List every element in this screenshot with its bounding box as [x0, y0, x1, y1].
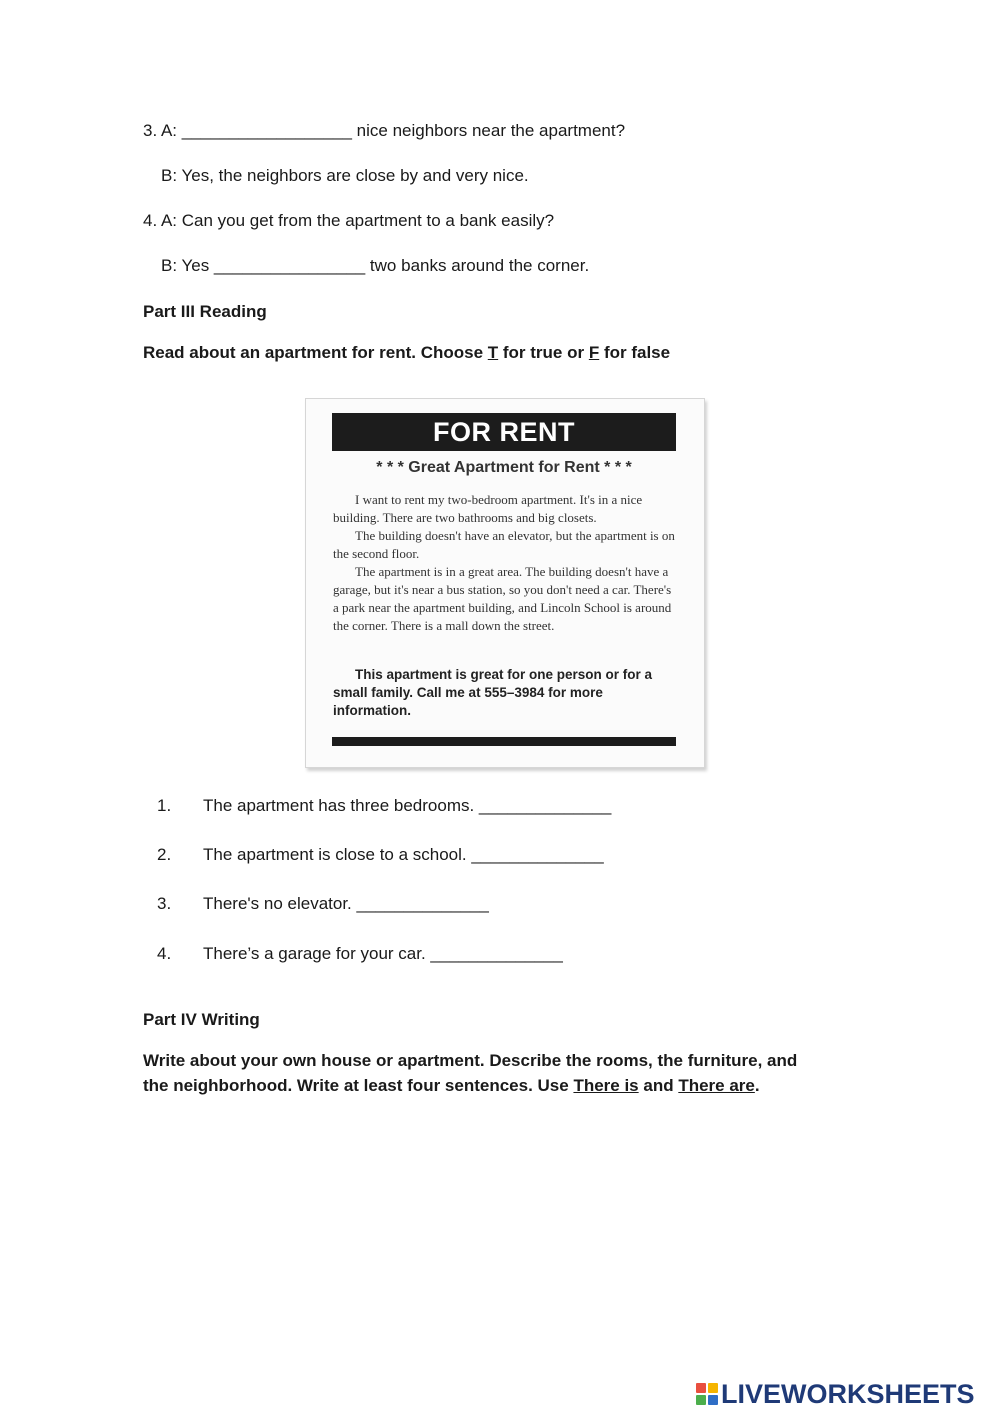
ad-bottom-rule [332, 737, 676, 746]
there-is: There is [573, 1076, 639, 1095]
instruction-f: F [588, 343, 600, 362]
ad-para-3: The apartment is in a great area. The building doesn't have a garage, but it's near a bus station, so you don't need a car. There's a park near the apartment building, and Lincoln School is around the corner. There is a mall down the street. [333, 564, 672, 633]
dialogue-q3-b: B: Yes, the neighbors are close by and very nice. [161, 166, 529, 185]
ad-banner: FOR RENT [332, 413, 676, 451]
question-2 [157, 844, 604, 866]
question-text: The apartment is close to a school. ______________ [203, 845, 604, 864]
part4-instruction-line2 [143, 1075, 760, 1097]
instruction-mid: for true or [498, 343, 589, 362]
ad-headline: * * * Great Apartment for Rent * * * [376, 459, 632, 476]
logo-square-1 [696, 1383, 706, 1393]
question-number: 4. [157, 944, 172, 963]
question-3 [157, 893, 489, 915]
ad-para-1: I want to rent my two-bedroom apartment. It's in a nice building. There are two bathrooms and big closets. [333, 492, 643, 525]
liveworksheets-logo [696, 1378, 975, 1410]
question-number: 2. [157, 845, 172, 864]
question-text: There's no elevator. ______________ [203, 894, 489, 913]
instruction-t: T [487, 343, 499, 362]
question-number: 3. [157, 894, 172, 913]
dialogue-q4-a: 4. A: Can you get from the apartment to a bank easily? [143, 211, 555, 230]
there-are: There are [678, 1076, 755, 1095]
logo-mark-icon [696, 1383, 718, 1405]
logo-square-3 [696, 1395, 706, 1405]
part3-instruction [143, 342, 670, 364]
instruction-pre: Read about an apartment for rent. Choose [143, 343, 488, 362]
question-number: 1. [157, 796, 172, 815]
logo-square-4 [708, 1395, 718, 1405]
for-rent-ad [305, 398, 705, 768]
part4-instruction-line1: Write about your own house or apartment. Describe the rooms, the furniture, and [143, 1051, 798, 1070]
ad-body [333, 491, 678, 635]
dialogue-q4-b: B: Yes ________________ two banks around the corner. [161, 256, 590, 275]
ad-bold-text: This apartment is great for one person or for a small family. Call me at 555–3984 for more information. [333, 667, 653, 718]
question-text: The apartment has three bedrooms. ______________ [203, 796, 612, 815]
line2-period: . [754, 1076, 760, 1095]
line2-and: and [638, 1076, 679, 1095]
part4-heading: Part IV Writing [143, 1010, 260, 1029]
question-1 [157, 795, 611, 817]
dialogue-q3-a: 3. A: __________________ nice neighbors near the apartment? [143, 121, 626, 140]
logo-square-2 [708, 1383, 718, 1393]
logo-text: LIVEWORKSHEETS [721, 1378, 975, 1409]
line2-pre: the neighborhood. Write at least four sentences. Use [143, 1076, 574, 1095]
ad-para-2: The building doesn't have an elevator, but the apartment is on the second floor. [333, 528, 675, 561]
question-text: There’s a garage for your car. ______________ [203, 944, 563, 963]
question-4 [157, 943, 563, 965]
part3-heading: Part III Reading [143, 302, 267, 321]
instruction-post: for false [599, 343, 671, 362]
